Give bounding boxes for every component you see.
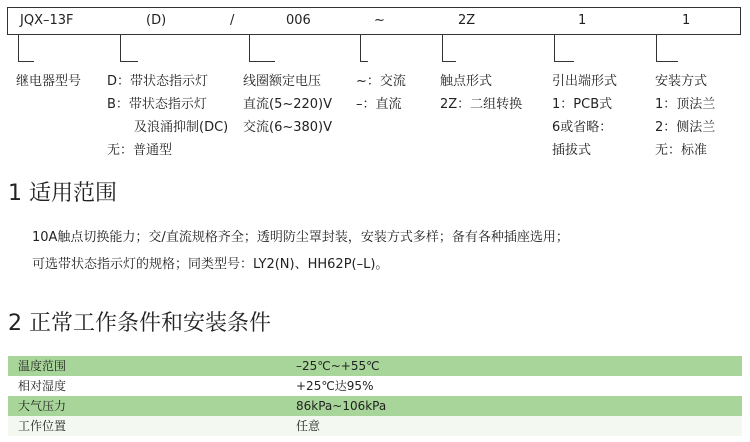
legend-model [16,70,81,94]
condition-label: 大气压力 [8,396,296,416]
section1-line2: 可选带状态指示灯的规格；同类型号：LY2(N)、HH62P(–L)。 [32,257,389,272]
legend-mounting-std: 无：标准 [655,143,708,158]
table-row [8,356,742,376]
legend-mounting-header: 安装方式 [655,74,708,89]
legend-terminal [552,70,617,162]
table-row [8,416,742,436]
section2-title: 2 正常工作条件和安装条件 [8,311,271,336]
condition-value: 任意 [296,416,742,436]
condition-value: 86kPa~106kPa [296,396,742,416]
legend-contact-header: 触点形式 [440,74,493,89]
legend-terminal-plug: 6或省略： [552,120,613,135]
legend-indicator-b-cont: 及浪涌抑制(DC) [134,120,229,135]
legend-terminal-header: 引出端形式 [552,74,618,89]
code-voltage: 006 [286,13,311,28]
code-terminal: 1 [578,13,587,28]
legend-current-type [356,70,406,116]
legend-model-header: 继电器型号 [16,74,82,89]
code-contact: 2Z [458,13,476,28]
code-separator: / [230,13,235,28]
condition-value: –25℃~+55℃ [296,356,742,376]
condition-label: 工作位置 [8,416,296,436]
legend-voltage-dc: 直流(5~220)V [243,97,333,112]
legend-indicator-none: 无：普通型 [107,143,173,158]
legend-indicator-b: B：带状态指示灯 [107,97,207,112]
section1-title: 1 适用范围 [8,181,117,206]
legend-contact-2z: 2Z：二组转换 [440,97,523,112]
code-mounting: 1 [682,13,691,28]
legend-voltage [243,70,332,139]
condition-label: 温度范围 [8,356,296,376]
legend-mounting-side: 2：侧法兰 [655,120,716,135]
code-model: JQX–13F [20,13,74,28]
condition-value: +25℃达95% [296,376,742,396]
ordering-code-box [7,7,741,35]
legend-current-ac: ~：交流 [356,74,406,89]
legend-voltage-ac: 交流(6~380)V [243,120,333,135]
table-row [8,396,742,416]
section1-line1: 10A触点切换能力；交/直流规格齐全；透明防尘罩封装，安装方式多样；备有各种插座选用； [32,230,569,245]
code-indicator: (D) [146,13,167,28]
legend-mounting [655,70,715,162]
legend-contact [440,70,522,116]
legend-terminal-plug-cont: 插拔式 [552,143,592,158]
code-current-type: ~ [374,13,385,28]
legend-mounting-top: 1：顶法兰 [655,97,716,112]
legend-terminal-pcb: 1：PCB式 [552,97,613,112]
table-row [8,376,742,396]
legend-indicator [107,70,228,162]
legend-indicator-d: D：带状态指示灯 [107,74,209,89]
legend-current-dc: –：直流 [356,97,402,112]
condition-label: 相对湿度 [8,376,296,396]
conditions-table [8,356,742,436]
legend-voltage-header: 线圈额定电压 [243,74,322,89]
